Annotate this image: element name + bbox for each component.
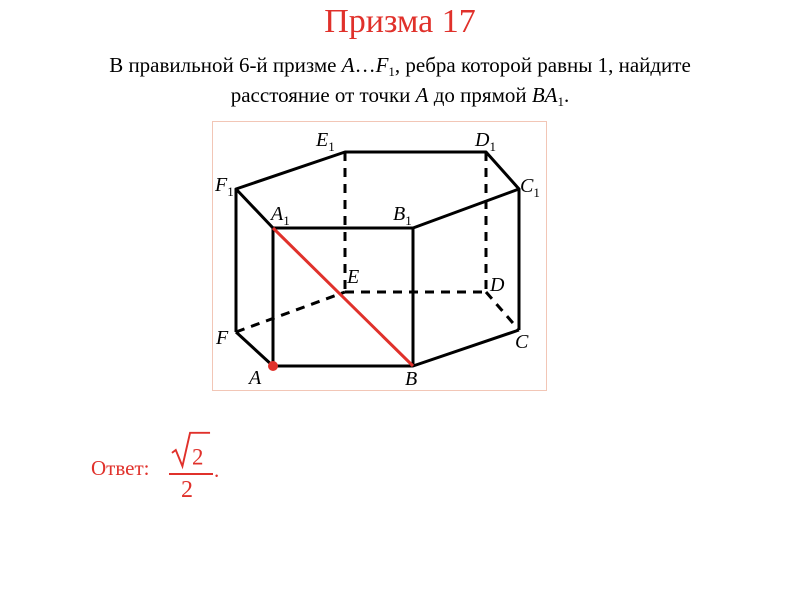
answer-period: .	[214, 458, 220, 482]
label-F: F	[216, 327, 229, 349]
problem-text-1: В правильной 6-й призме	[109, 53, 342, 77]
line-name: BA	[531, 83, 558, 107]
prism-start-vertex: A	[341, 53, 355, 77]
label-A1: $A_1$	[271, 203, 290, 228]
label-E1: $E_1$	[316, 129, 335, 154]
label-C: C	[515, 331, 529, 353]
problem-text-4: до прямой	[428, 83, 532, 107]
bottom-visible-edges	[236, 330, 519, 366]
problem-statement	[20, 50, 780, 110]
ellipsis: …	[354, 53, 376, 77]
label-B: B	[405, 368, 418, 390]
problem-text-2: , ребра которой равны 1, найдите	[394, 53, 691, 77]
point-A-marker	[268, 361, 278, 371]
label-B1: $B_1$	[393, 203, 412, 228]
prism-end-subscript: 1	[388, 64, 395, 79]
visible-edges	[236, 152, 519, 366]
prism-end-vertex: F	[375, 53, 389, 77]
label-D: D	[490, 274, 505, 296]
label-E: E	[347, 266, 360, 288]
segment-BA1	[273, 228, 413, 366]
prism-diagram	[213, 122, 548, 392]
fraction-numerator	[169, 430, 213, 470]
label-A: A	[249, 367, 262, 389]
prism-figure	[212, 121, 547, 391]
edge-D-C	[486, 292, 519, 330]
square-root-icon	[172, 433, 210, 466]
label-F1: $F_1$	[215, 174, 234, 199]
problem-text-3: расстояние от точки	[230, 83, 416, 107]
fraction-bar	[169, 473, 213, 475]
answer-label: Ответ:	[91, 456, 150, 480]
fraction-denominator: 2	[181, 477, 193, 503]
point-name: A	[415, 83, 429, 107]
slide-title: Призма 17	[324, 3, 476, 40]
radicand: 2	[191, 444, 204, 470]
line-subscript: 1	[557, 94, 565, 109]
problem-text-5: .	[564, 83, 570, 107]
edge-F-E	[236, 292, 345, 332]
label-C1: $C_1$	[520, 175, 540, 200]
hidden-edges	[236, 152, 519, 332]
label-D1: $D_1$	[475, 129, 496, 154]
